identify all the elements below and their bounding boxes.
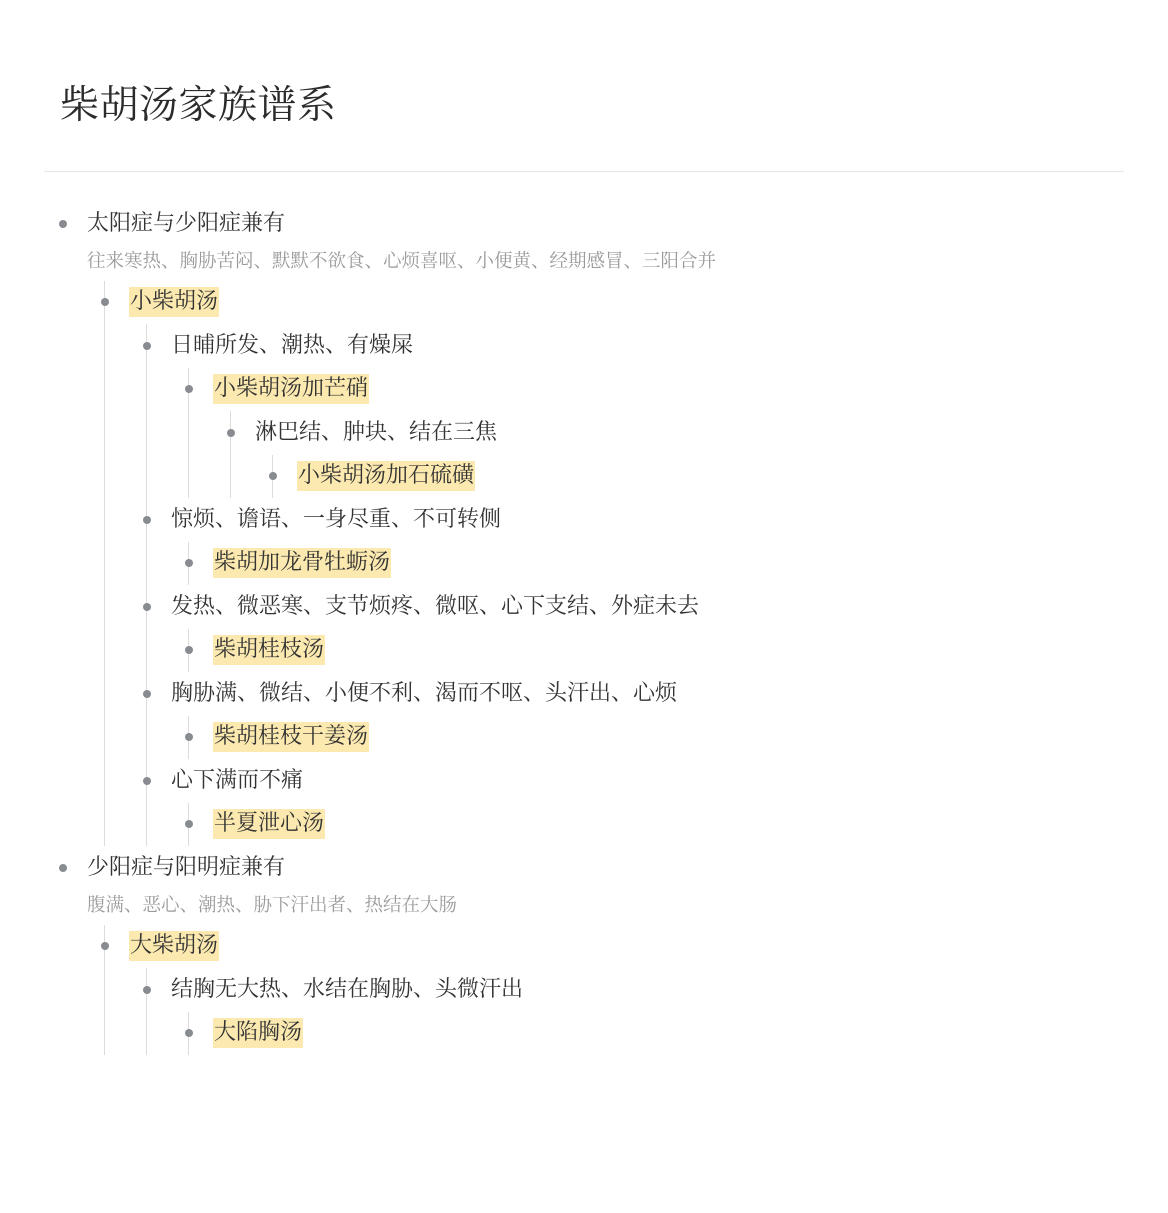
formula-label: 半夏泄心汤: [213, 809, 325, 839]
outline-node: [170, 368, 1144, 499]
formula-label: 大陷胸汤: [213, 1018, 303, 1048]
bullet-icon[interactable]: [101, 942, 109, 950]
formula-label: 小柴胡汤: [129, 287, 219, 317]
node-label: 日晡所发、潮热、有燥屎: [171, 332, 414, 358]
outline-node-row[interactable]: [128, 672, 1144, 716]
bullet-icon[interactable]: [143, 690, 151, 698]
outline-node: [128, 498, 1144, 585]
outline-node-row[interactable]: [170, 716, 1144, 760]
outline-node-row[interactable]: [254, 455, 1144, 499]
bullet-icon[interactable]: [185, 733, 193, 741]
bullet-icon[interactable]: [59, 864, 67, 872]
outline-node: [86, 281, 1144, 847]
node-children: [170, 1012, 1144, 1056]
page-title: 柴胡汤家族谱系: [60, 83, 337, 128]
bullet-icon[interactable]: [143, 777, 151, 785]
node-children: [128, 968, 1144, 1055]
node-children: [254, 455, 1144, 499]
node-label: 胸胁满、微结、小便不利、渴而不呕、头汗出、心烦: [171, 680, 678, 706]
outline-node-row[interactable]: [170, 542, 1144, 586]
node-label: 惊烦、谵语、一身尽重、不可转侧: [171, 506, 502, 532]
node-note: 往来寒热、胸胁苦闷、默默不欲食、心烦喜呕、小便黄、经期感冒、三阳合并: [87, 250, 717, 272]
outline-node: [86, 925, 1144, 1056]
node-label: 淋巴结、肿块、结在三焦: [255, 419, 498, 445]
formula-label: 大柴胡汤: [129, 931, 219, 961]
outline-node: [170, 1012, 1144, 1056]
outline-node-row[interactable]: [128, 968, 1144, 1012]
bullet-icon[interactable]: [59, 220, 67, 228]
bullet-icon[interactable]: [227, 429, 235, 437]
outline-node: [170, 629, 1144, 673]
outline-node-row[interactable]: [128, 324, 1144, 368]
node-label: 结胸无大热、水结在胸胁、头微汗出: [171, 976, 524, 1002]
outline-node: [44, 846, 1144, 1055]
outline-tree: [44, 202, 1144, 1055]
node-label: 少阳症与阳明症兼有: [87, 854, 286, 880]
formula-label: 小柴胡汤加芒硝: [213, 374, 369, 404]
node-children: [170, 629, 1144, 673]
outline-node: [44, 202, 1144, 846]
bullet-icon[interactable]: [143, 986, 151, 994]
node-label: 发热、微恶寒、支节烦疼、微呕、心下支结、外症未去: [171, 593, 700, 619]
outline-node-row[interactable]: [44, 846, 1144, 890]
outline-node-row[interactable]: [128, 759, 1144, 803]
node-note: 腹满、恶心、潮热、胁下汗出者、热结在大肠: [87, 894, 458, 916]
bullet-icon[interactable]: [101, 298, 109, 306]
outline-node: [170, 542, 1144, 586]
outline-node: [128, 968, 1144, 1055]
bullet-icon[interactable]: [185, 646, 193, 654]
bullet-icon[interactable]: [185, 559, 193, 567]
node-label: 太阳症与少阳症兼有: [87, 210, 286, 236]
bullet-icon[interactable]: [269, 472, 277, 480]
outline-node: [128, 324, 1144, 498]
node-children: [212, 411, 1144, 498]
outline-node-row[interactable]: [44, 202, 1144, 246]
formula-label: 柴胡桂枝汤: [213, 635, 325, 665]
outline-node: [128, 672, 1144, 759]
outline-node: [170, 716, 1144, 760]
outline-node: [128, 585, 1144, 672]
formula-label: 柴胡桂枝干姜汤: [213, 722, 369, 752]
node-children: [170, 542, 1144, 586]
node-label: 心下满而不痛: [171, 767, 304, 793]
outline-node-row[interactable]: [170, 1012, 1144, 1056]
outline-node: [170, 803, 1144, 847]
formula-label: 柴胡加龙骨牡蛎汤: [213, 548, 391, 578]
outline-node: [128, 759, 1144, 846]
outline-node: [254, 455, 1144, 499]
node-children: [128, 324, 1144, 846]
bullet-icon[interactable]: [143, 342, 151, 350]
outline-node: [212, 411, 1144, 498]
outline-node-row[interactable]: [86, 281, 1144, 325]
outline-node-row[interactable]: [128, 498, 1144, 542]
node-children: [170, 716, 1144, 760]
outline-node-row[interactable]: [86, 925, 1144, 969]
outline-node-row[interactable]: [170, 368, 1144, 412]
outline-node-row[interactable]: [128, 585, 1144, 629]
node-children: [170, 368, 1144, 499]
outline-node-row[interactable]: [212, 411, 1144, 455]
bullet-icon[interactable]: [143, 516, 151, 524]
formula-label: 小柴胡汤加石硫磺: [297, 461, 475, 491]
node-children: [170, 803, 1144, 847]
node-children: [86, 281, 1144, 847]
outline-node-row[interactable]: [170, 803, 1144, 847]
outline-node-row[interactable]: [170, 629, 1144, 673]
bullet-icon[interactable]: [185, 385, 193, 393]
bullet-icon[interactable]: [185, 820, 193, 828]
title-divider: [44, 171, 1124, 172]
node-children: [86, 925, 1144, 1056]
bullet-icon[interactable]: [185, 1029, 193, 1037]
bullet-icon[interactable]: [143, 603, 151, 611]
